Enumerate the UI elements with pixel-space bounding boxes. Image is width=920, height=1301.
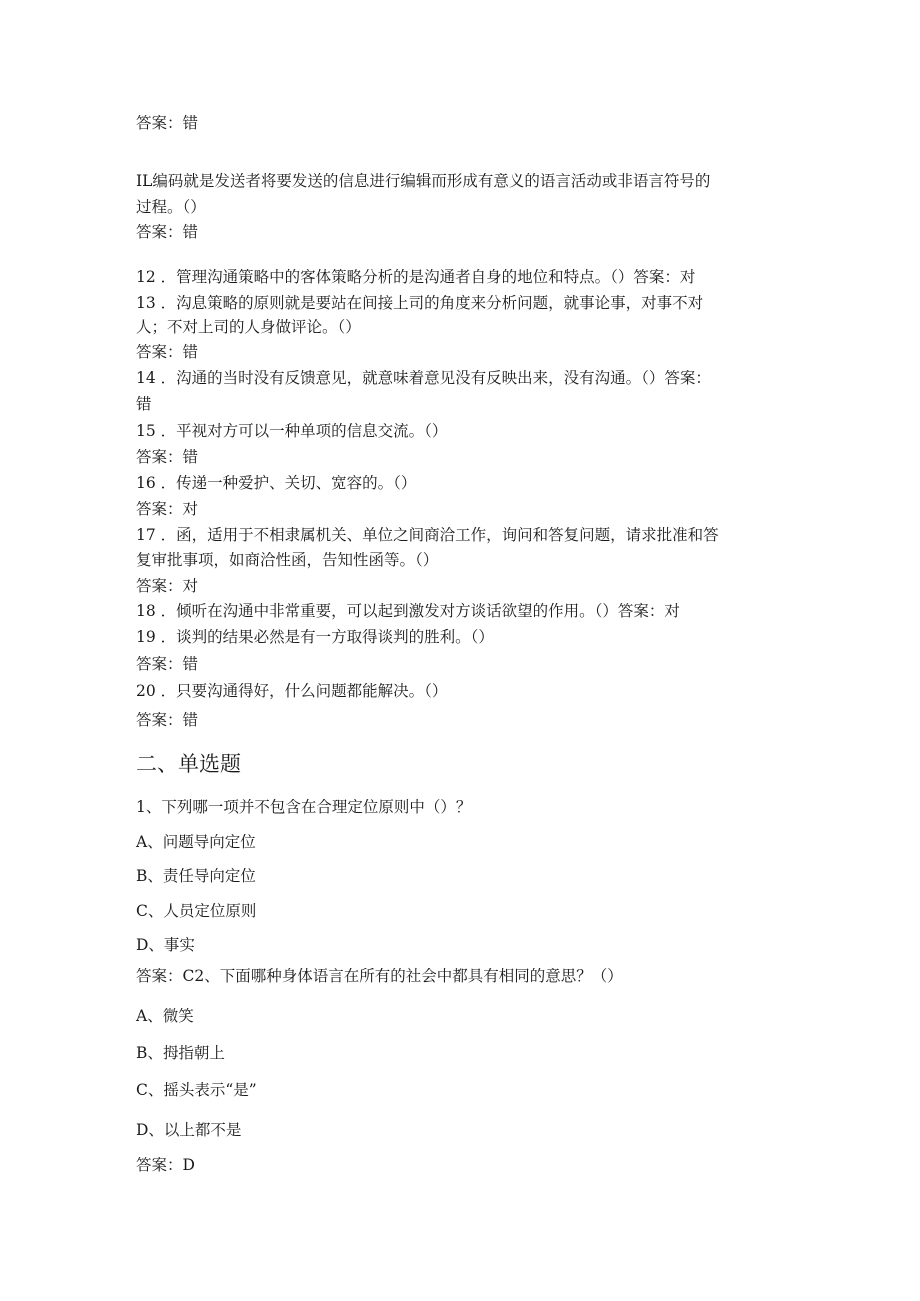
option-item: D、以上都不是 xyxy=(136,1121,242,1139)
question-text: 15 ．平视对方可以一种单项的信息交流。（） xyxy=(136,422,448,440)
answer-line: 答案：对 xyxy=(136,500,199,518)
option-item: B、拇指朝上 xyxy=(136,1044,225,1062)
answer-line: 答案：C2、下面哪种身体语言在所有的社会中都具有相同的意思？（） xyxy=(136,967,623,985)
option-item: C、人员定位原则 xyxy=(136,902,257,920)
answer-line: 答案：对 xyxy=(136,577,199,595)
answer-line: 错 xyxy=(136,395,152,413)
question-text: 13 ．沟息策略的原则就是要站在间接上司的角度来分析问题，就事论事，对事不对 xyxy=(136,294,704,312)
question-text: 人；不对上司的人身做评论。（） xyxy=(136,318,361,336)
answer-line: 答案：错 xyxy=(136,711,199,729)
question-text: 1、下列哪一项并不包含在合理定位原则中（）？ xyxy=(136,798,472,816)
answer-line: 答案：错 xyxy=(136,448,199,466)
answer-line: 答案：错 xyxy=(136,114,199,132)
question-text: 12 ．管理沟通策略中的客体策略分析的是沟通者自身的地位和特点。（）答案：对 xyxy=(136,268,696,286)
option-item: B、责任导向定位 xyxy=(136,867,256,885)
answer-line: 答案：错 xyxy=(136,223,199,241)
question-text: 16 ．传递一种爱护、关切、宽容的。（） xyxy=(136,474,417,492)
option-item: A、问题导向定位 xyxy=(136,833,256,851)
section-heading: 二、单选题 xyxy=(136,752,241,776)
question-text: 17 ．函，适用于不相隶属机关、单位之间商洽工作，询问和答复问题，请求批准和答 xyxy=(136,526,719,544)
question-text: 18 ．倾听在沟通中非常重要，可以起到激发对方谈话欲望的作用。（）答案：对 xyxy=(136,602,680,620)
question-text: 过程。（） xyxy=(136,198,206,216)
answer-line: 答案：错 xyxy=(136,343,199,361)
question-text: 20 ．只要沟通得好，什么问题都能解决。（） xyxy=(136,682,448,700)
option-item: C、摇头表示“是” xyxy=(136,1081,257,1099)
option-item: A、微笑 xyxy=(136,1007,194,1025)
option-item: D、事实 xyxy=(136,936,195,954)
question-text: IL编码就是发送者将要发送的信息进行编辑而形成有意义的语言活动或非语言符号的 xyxy=(136,172,711,190)
question-text: 19 ．谈判的结果必然是有一方取得谈判的胜利。（） xyxy=(136,628,494,646)
answer-line: 答案：D xyxy=(136,1156,195,1174)
answer-line: 答案：错 xyxy=(136,655,199,673)
question-text: 复审批事项，如商洽性函，告知性函等。（） xyxy=(136,551,439,569)
question-text: 14 ．沟通的当时没有反馈意见，就意味着意见没有反映出来，没有沟通。（）答案： xyxy=(136,369,711,387)
